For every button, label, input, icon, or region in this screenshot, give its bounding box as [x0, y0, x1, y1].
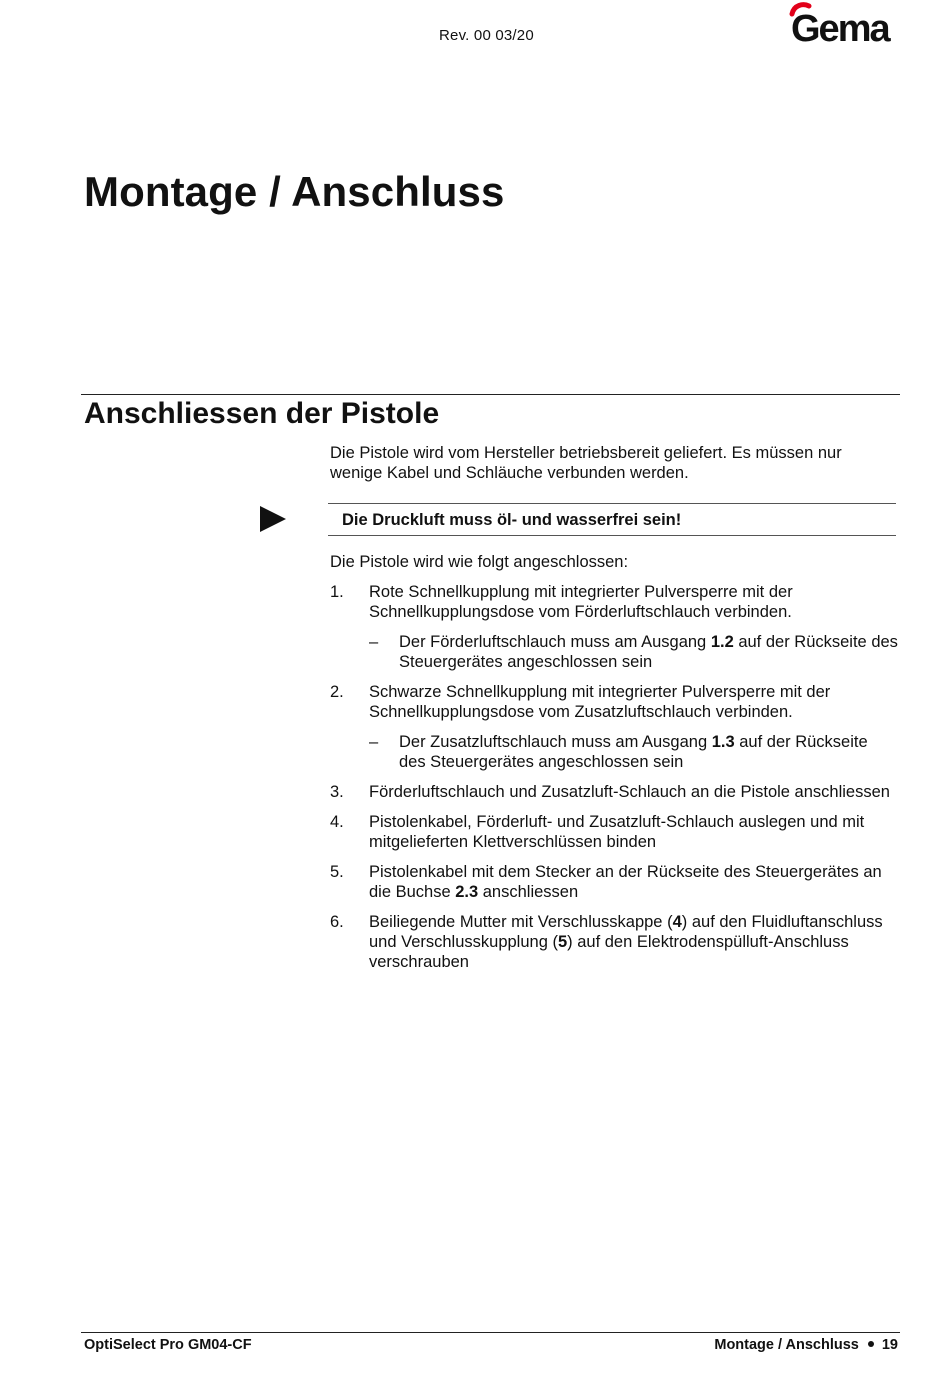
sub-text: Der Zusatzluftschlauch muss am Ausgang: [399, 733, 712, 751]
section-body: [330, 443, 898, 982]
note-box: [328, 503, 896, 536]
list-item: [330, 812, 898, 852]
triangle-arrow-right-icon: [259, 505, 287, 533]
gema-logo: [788, 2, 900, 44]
logo-text: Gema: [791, 8, 889, 44]
step-number: 5.: [330, 863, 344, 881]
output-number: 1.2: [710, 633, 734, 651]
page-number: 19: [881, 1337, 898, 1353]
list-item: [330, 782, 898, 802]
part-number: 4: [672, 913, 682, 931]
socket-number: 2.3: [455, 883, 479, 901]
step-text: Schwarze Schnellkupplung mit integrierter Pulversperre mit der Schnellkupplungsdose vom Zusatzluftschlauch verbinden.: [369, 683, 831, 721]
dash-marker: –: [369, 633, 379, 651]
section-title: Anschliessen der Pistole: [84, 397, 440, 430]
step-text: Beiliegende Mutter mit Verschlusskappe (: [369, 913, 673, 931]
sub-item: [369, 632, 898, 672]
sub-text: auf der Rückseite des Steuergerätes angeschlossen sein: [399, 733, 868, 771]
sub-text: auf der Rückseite des Steuergerätes angeschlossen sein: [399, 633, 898, 671]
step-number: 6.: [330, 913, 344, 931]
step-text: Rote Schnellkupplung mit integrierter Pulversperre mit der Schnellkupplungsdose vom Förderluftschlauch verbinden.: [369, 583, 793, 621]
step-text: Pistolenkabel, Förderluft- und Zusatzluft-Schlauch auslegen und mit mitgelieferten Klettverschlüssen binden: [369, 813, 865, 851]
chapter-title: Montage / Anschluss: [84, 168, 505, 215]
list-item: [330, 862, 898, 902]
step-text: anschliessen: [478, 883, 579, 901]
step-number: 2.: [330, 683, 344, 701]
step-text: Pistolenkabel mit dem Stecker an der Rückseite des Steuergerätes an die Buchse: [369, 863, 882, 901]
list-item: [330, 912, 898, 972]
step-text: ) auf den Fluidluftanschluss und Verschlusskupplung (: [369, 913, 883, 951]
revision-label: Rev. 00 03/20: [439, 27, 534, 44]
footer-chapter-title: Montage / Anschluss: [714, 1337, 859, 1353]
part-number: 5: [557, 933, 568, 951]
sub-text: Der Förderluftschlauch muss am Ausgang: [399, 633, 711, 651]
output-number: 1.3: [711, 733, 735, 751]
dash-marker: –: [369, 733, 379, 751]
sub-item: [369, 732, 898, 772]
step-text: Förderluftschlauch und Zusatzluft-Schlauch an die Pistole anschliessen: [369, 783, 890, 801]
note-text: Die Druckluft muss öl- und wasserfrei sein!: [342, 511, 682, 529]
footer-divider: [81, 1332, 900, 1333]
footer-page-info: [714, 1337, 898, 1353]
step-text: ) auf den Elektrodenspülluft-Anschluss verschrauben: [369, 933, 849, 971]
step-number: 1.: [330, 583, 344, 601]
bullet-icon: [868, 1341, 874, 1347]
list-item: [330, 582, 898, 672]
steps-intro: Die Pistole wird wie folgt angeschlossen:: [330, 553, 629, 571]
footer-product-name: OptiSelect Pro GM04-CF: [84, 1337, 252, 1353]
intro-paragraph: Die Pistole wird vom Hersteller betriebsbereit geliefert. Es müssen nur wenige Kabel und Schläuche verbunden werden.: [330, 444, 842, 482]
step-number: 3.: [330, 783, 344, 801]
step-number: 4.: [330, 813, 344, 831]
steps-list: [330, 582, 898, 972]
list-item: [330, 682, 898, 772]
section-divider: [81, 394, 900, 395]
